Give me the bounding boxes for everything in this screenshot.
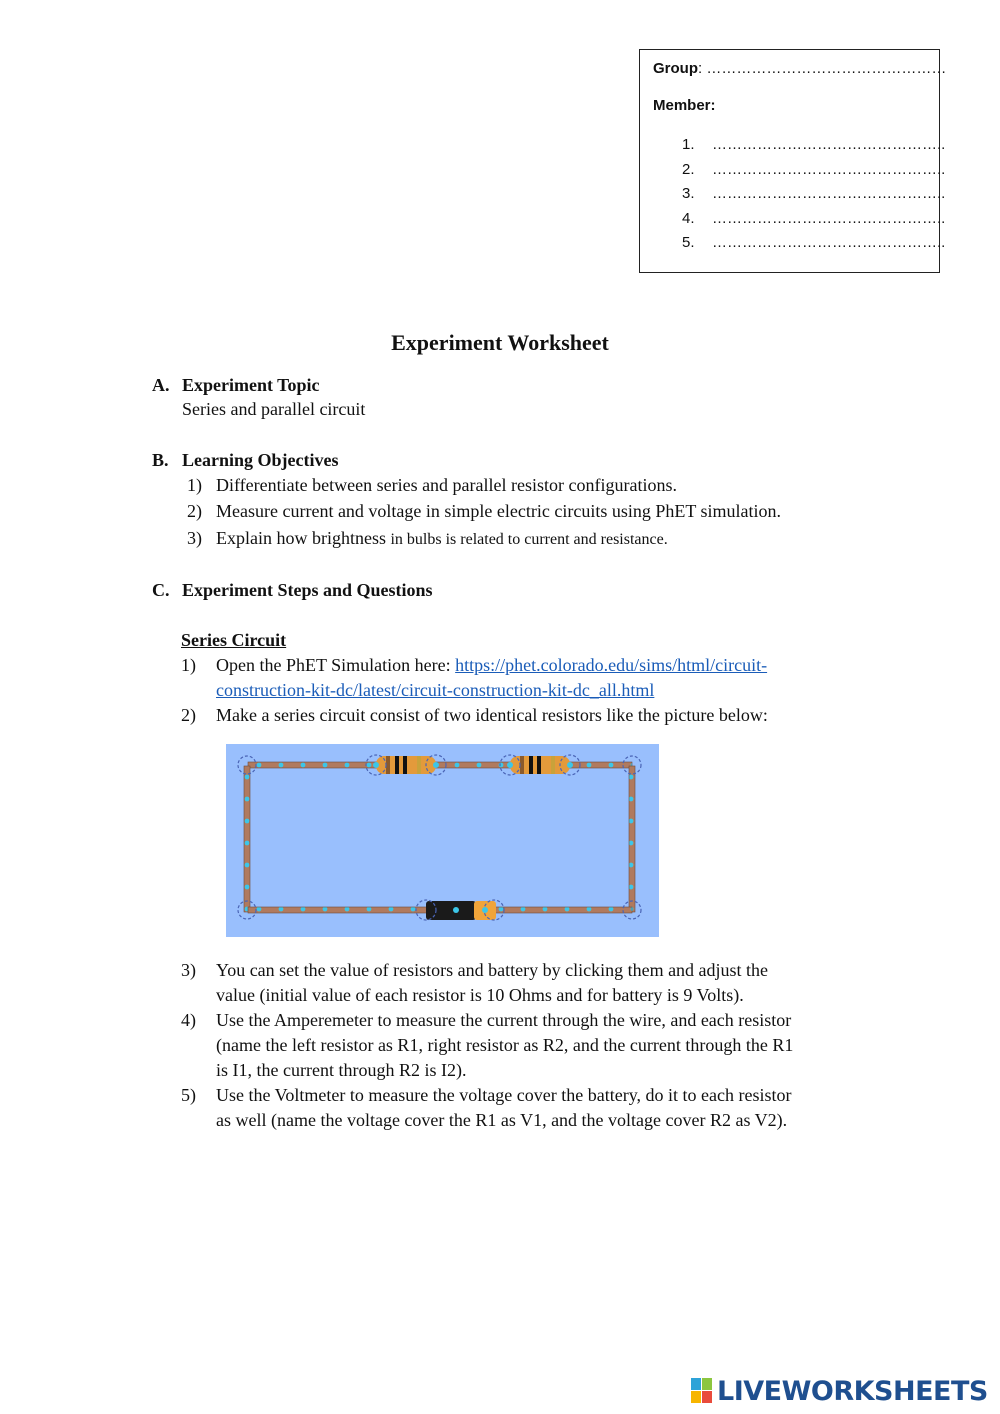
series-circuit-image	[226, 744, 659, 937]
group-label: Group	[653, 60, 698, 77]
wire-left	[244, 766, 250, 912]
electron	[507, 762, 513, 768]
series-circuit-subheading: Series Circuit	[181, 630, 287, 650]
step-text	[216, 653, 767, 678]
electron	[567, 762, 573, 768]
member-number: 4.	[682, 209, 695, 227]
member-blank[interactable]: ………………………………………..	[712, 185, 946, 202]
wire-bottom-right	[494, 907, 632, 913]
group-line	[653, 60, 946, 77]
electron	[433, 762, 439, 768]
objective-number: 1)	[187, 475, 202, 495]
wire-top-left	[248, 762, 378, 768]
step-text-part: Open the PhET Simulation here:	[216, 655, 456, 675]
step-number: 4)	[181, 1010, 196, 1030]
member-item	[682, 233, 945, 258]
member-item	[682, 184, 945, 209]
page-title: Experiment Worksheet	[391, 330, 609, 355]
step-text: is I1, the current through R2 is I2).	[216, 1060, 467, 1080]
step-text: Use the Voltmeter to measure the voltage cover the battery, do it to each resistor	[216, 1085, 792, 1105]
step-number: 3)	[181, 960, 196, 980]
section-b-heading: Learning Objectives	[182, 450, 339, 470]
section-c-heading: Experiment Steps and Questions	[182, 580, 433, 600]
wire-right	[629, 766, 635, 912]
member-blank[interactable]: ………………………………………..	[712, 136, 946, 153]
electron	[482, 907, 488, 913]
member-blank[interactable]: ………………………………………..	[712, 160, 946, 178]
objective-text: Differentiate between series and parallel resistor configurations.	[216, 475, 677, 495]
section-a-text: Series and parallel circuit	[182, 399, 366, 419]
electron	[373, 762, 379, 768]
circuit-diagram	[226, 744, 659, 937]
wire-top-right	[568, 762, 632, 768]
objective-text: Measure current and voltage in simple electric circuits using PhET simulation.	[216, 501, 782, 521]
group-blank[interactable]: : …………………………………………	[698, 60, 947, 77]
objective-text	[216, 526, 668, 552]
step-text: You can set the value of resistors and battery by clicking them and adjust the	[216, 960, 769, 980]
liveworksheets-logo-icon	[691, 1378, 713, 1404]
wire-top-middle	[433, 762, 513, 768]
resistor-r2[interactable]	[510, 756, 570, 774]
member-blank[interactable]: ………………………………………..	[712, 209, 946, 227]
resistor-r1[interactable]	[376, 756, 436, 774]
member-item	[682, 135, 945, 160]
member-item	[682, 160, 945, 185]
member-item	[682, 209, 945, 234]
step-text	[216, 678, 654, 703]
group-member-box	[639, 49, 947, 273]
member-blank[interactable]: ………………………………………..	[712, 234, 946, 251]
step-text: as well (name the voltage cover the R1 as V1, and the voltage cover R2 as V2).	[216, 1110, 788, 1130]
objective-text-part: Explain how brightness	[216, 528, 391, 548]
step-text: (name the left resistor as R1, right resistor as R2, and the current through the R1	[216, 1035, 794, 1055]
objective-text-part: in bulbs is related to current and resistance.	[390, 531, 668, 548]
phet-link-continued[interactable]: construction-kit-dc/latest/circuit-construction-kit-dc_all.html	[216, 680, 655, 700]
member-number: 5.	[682, 234, 695, 251]
section-a-heading: Experiment Topic	[182, 375, 320, 395]
liveworksheets-watermark	[691, 1376, 988, 1406]
section-a-label: A.	[152, 375, 170, 395]
watermark-text: LIVEWORKSHEETS	[717, 1375, 988, 1407]
wire-bottom-left	[248, 907, 428, 913]
section-c-label: C.	[152, 580, 170, 600]
member-number: 3.	[682, 185, 695, 202]
step-text: Use the Amperemeter to measure the current through the wire, and each resistor	[216, 1010, 792, 1030]
member-number: 2.	[682, 160, 695, 178]
step-text: Make a series circuit consist of two identical resistors like the picture below:	[216, 705, 768, 725]
electron	[453, 907, 459, 913]
phet-link[interactable]: https://phet.colorado.edu/sims/html/circuit-	[455, 655, 768, 675]
step-text: value (initial value of each resistor is 10 Ohms and for battery is 9 Volts).	[216, 985, 744, 1005]
step-number: 5)	[181, 1085, 196, 1105]
objective-number: 3)	[187, 528, 202, 548]
member-number: 1.	[682, 136, 695, 153]
objective-number: 2)	[187, 501, 202, 521]
section-b-label: B.	[152, 450, 169, 470]
member-list	[682, 135, 945, 258]
step-number: 2)	[181, 705, 196, 725]
step-number: 1)	[181, 655, 196, 675]
member-label: Member:	[653, 97, 716, 114]
